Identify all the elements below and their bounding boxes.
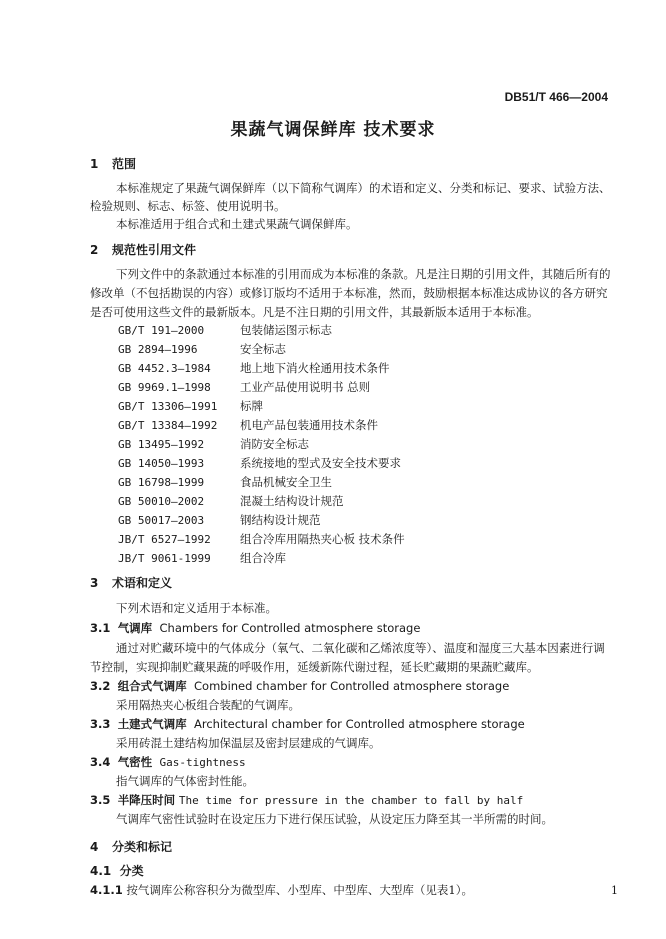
clause-number: 4.1.1 bbox=[90, 883, 123, 897]
section-number: 2 bbox=[90, 243, 99, 257]
section-2-heading bbox=[90, 241, 196, 258]
section-4-heading bbox=[90, 838, 172, 855]
section-number: 3 bbox=[90, 576, 99, 590]
reference-row bbox=[118, 493, 344, 512]
reference-row bbox=[118, 360, 390, 379]
ref-code: GB 50017—2003 bbox=[118, 514, 205, 527]
ref-code: JB/T 9061-1999 bbox=[118, 552, 211, 565]
ref-title: 系统接地的型式及安全技术要求 bbox=[240, 456, 401, 470]
subsection-title: 分类 bbox=[119, 864, 144, 878]
ref-code: GB 2894—1996 bbox=[118, 343, 198, 356]
term-en: Chambers for Controlled atmosphere storage bbox=[159, 621, 421, 635]
ref-title: 组合冷库用隔热夹心板 技术条件 bbox=[240, 532, 405, 546]
ref-code: GB/T 13306—1991 bbox=[118, 400, 218, 413]
term-en: Gas-tightness bbox=[159, 756, 246, 769]
paragraph-line: 检验规则、标志、标签、使用说明书。 bbox=[90, 199, 286, 213]
term-en: Combined chamber for Controlled atmosphere storage bbox=[194, 679, 510, 693]
term-number: 3.4 bbox=[90, 755, 111, 769]
ref-title: 标牌 bbox=[240, 399, 263, 413]
term-3-1 bbox=[90, 620, 420, 636]
ref-code: GB 4452.3—1984 bbox=[118, 362, 211, 375]
page-title: 果蔬气调保鲜库 技术要求 bbox=[230, 120, 436, 140]
term-en: The time for pressure in the chamber to fall by half bbox=[178, 794, 524, 807]
term-3-2 bbox=[90, 678, 509, 694]
ref-code: JB/T 6527—1992 bbox=[118, 533, 211, 546]
reference-row bbox=[118, 531, 405, 550]
ref-title: 组合冷库 bbox=[240, 551, 286, 565]
term-number: 3.2 bbox=[90, 679, 111, 693]
ref-title: 安全标志 bbox=[240, 342, 286, 356]
page-number: 1 bbox=[611, 884, 618, 897]
ref-title: 消防安全标志 bbox=[240, 437, 309, 451]
definition-line: 气调库气密性试验时在设定压力下进行保压试验，从设定压力降至其一半所需的时间。 bbox=[116, 812, 553, 826]
ref-title: 食品机械安全卫生 bbox=[240, 475, 332, 489]
term-3-3 bbox=[90, 716, 525, 732]
reference-row bbox=[118, 455, 401, 474]
reference-row bbox=[118, 341, 286, 360]
section-title: 范围 bbox=[112, 157, 137, 171]
section-number: 1 bbox=[90, 157, 99, 171]
paragraph-line: 是否可使用这些文件的最新版本。凡是不注日期的引用文件，其最新版本适用于本标准。 bbox=[90, 305, 539, 319]
term-3-4 bbox=[90, 754, 246, 770]
reference-row bbox=[118, 322, 332, 341]
ref-title: 工业产品使用说明书 总则 bbox=[240, 380, 371, 394]
term-number: 3.1 bbox=[90, 621, 111, 635]
definition-line: 节控制，实现抑制贮藏果蔬的呼吸作用，延缓新陈代谢过程，延长贮藏期的果蔬贮藏库。 bbox=[90, 660, 539, 674]
ref-title: 机电产品包装通用技术条件 bbox=[240, 418, 378, 432]
ref-title: 地上地下消火栓通用技术条件 bbox=[240, 361, 390, 375]
ref-title: 混凝土结构设计规范 bbox=[240, 494, 344, 508]
clause-4-1-1 bbox=[90, 882, 473, 898]
section-1-heading bbox=[90, 155, 136, 172]
section-title: 规范性引用文件 bbox=[112, 243, 197, 257]
doc-number: DB51/T 466—2004 bbox=[504, 90, 608, 104]
section-title: 分类和标记 bbox=[112, 840, 173, 854]
subsection-number: 4.1 bbox=[90, 864, 112, 878]
ref-code: GB 13495—1992 bbox=[118, 438, 205, 451]
paragraph-line: 修改单（不包括勘误的内容）或修订版均不适用于本标准，然而，鼓励根据本标准达成协议的各方研究 bbox=[90, 286, 608, 300]
subsection-4-1-heading bbox=[90, 862, 144, 879]
definition-line: 采用砖混土建结构加保温层及密封层建成的气调库。 bbox=[116, 736, 381, 750]
paragraph-line: 本标准规定了果蔬气调保鲜库（以下简称气调库）的术语和定义、分类和标记、要求、试验方法、 bbox=[116, 181, 611, 195]
ref-code: GB/T 191—2000 bbox=[118, 324, 205, 337]
term-en: Architectural chamber for Controlled atmosphere storage bbox=[194, 717, 525, 731]
term-zh: 组合式气调库 bbox=[117, 679, 187, 693]
paragraph-line: 本标准适用于组合式和土建式果蔬气调保鲜库。 bbox=[116, 217, 358, 231]
section-number: 4 bbox=[90, 840, 99, 854]
paragraph-line: 下列文件中的条款通过本标准的引用而成为本标准的条款。凡是注日期的引用文件，其随后所有的 bbox=[116, 267, 611, 281]
clause-text: 按气调库公称容积分为微型库、小型库、中型库、大型库（见表1）。 bbox=[126, 883, 473, 897]
paragraph-line: 下列术语和定义适用于本标准。 bbox=[116, 601, 277, 615]
term-zh: 气密性 bbox=[117, 755, 153, 769]
reference-row bbox=[118, 379, 370, 398]
reference-row bbox=[118, 474, 332, 493]
definition-line: 采用隔热夹心板组合装配的气调库。 bbox=[116, 698, 300, 712]
ref-code: GB 14050—1993 bbox=[118, 457, 205, 470]
section-3-heading bbox=[90, 574, 172, 591]
ref-code: GB 50010—2002 bbox=[118, 495, 205, 508]
definition-line: 通过对贮藏环境中的气体成分（氧气、二氧化碳和乙烯浓度等）、温度和湿度三大基本因素进行调 bbox=[116, 641, 605, 655]
term-zh: 土建式气调库 bbox=[117, 717, 187, 731]
reference-row bbox=[118, 550, 286, 569]
ref-code: GB 9969.1—1998 bbox=[118, 381, 211, 394]
term-zh: 半降压时间 bbox=[117, 793, 176, 807]
ref-title: 包装储运图示标志 bbox=[240, 323, 332, 337]
definition-line: 指气调库的气体密封性能。 bbox=[116, 774, 254, 788]
ref-title: 钢结构设计规范 bbox=[240, 513, 321, 527]
term-zh: 气调库 bbox=[117, 621, 153, 635]
term-3-5 bbox=[90, 792, 523, 808]
ref-code: GB/T 13384—1992 bbox=[118, 419, 218, 432]
section-title: 术语和定义 bbox=[112, 576, 173, 590]
reference-row bbox=[118, 512, 321, 531]
term-number: 3.3 bbox=[90, 717, 111, 731]
ref-code: GB 16798—1999 bbox=[118, 476, 205, 489]
reference-row bbox=[118, 417, 378, 436]
term-number: 3.5 bbox=[90, 793, 111, 807]
reference-row bbox=[118, 436, 309, 455]
reference-row bbox=[118, 398, 263, 417]
